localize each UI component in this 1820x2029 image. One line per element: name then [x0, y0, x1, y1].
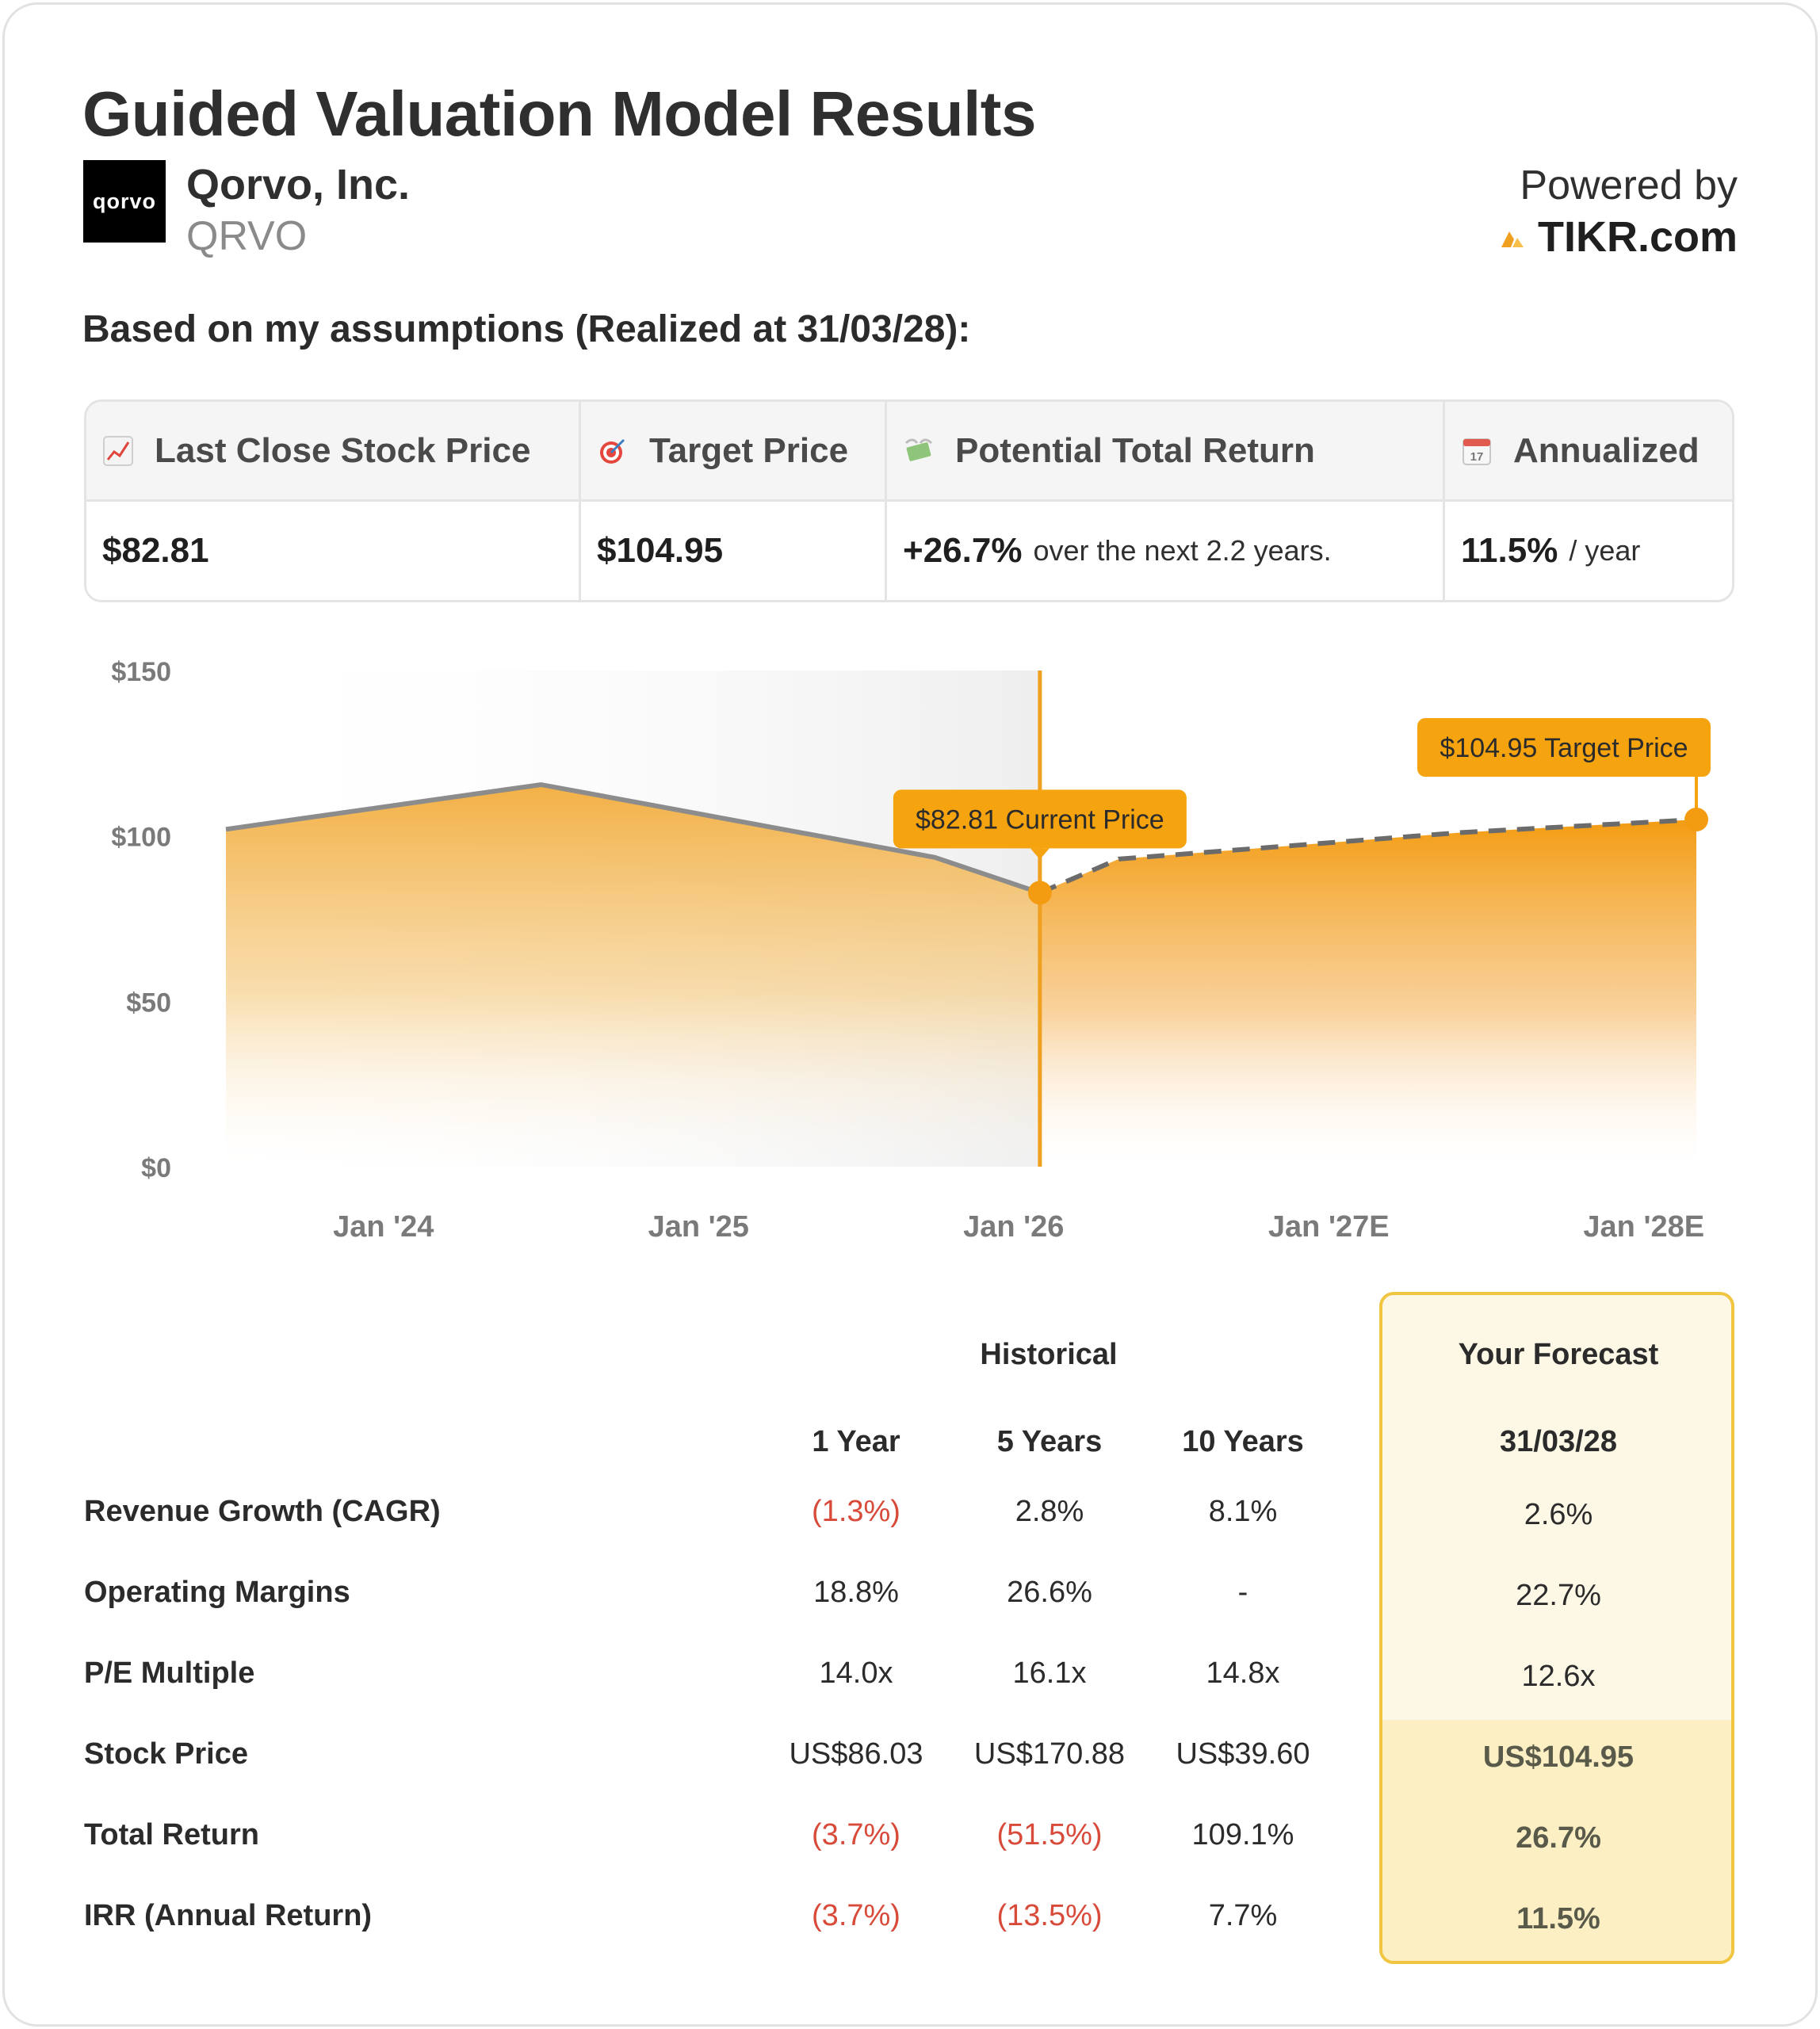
forecast-column [1379, 1292, 1734, 1964]
row-label-stock-price: Stock Price [84, 1737, 248, 1771]
historical-group-label: Historical [980, 1338, 1118, 1371]
col-forecast-date: 31/03/28 [1500, 1425, 1617, 1458]
summary-header-row [86, 402, 1732, 502]
svg-text:17: 17 [1470, 449, 1484, 464]
x-tick-label: Jan '25 [648, 1210, 749, 1244]
col-5-years: 5 Years [996, 1425, 1103, 1458]
current-price-marker [1028, 881, 1052, 904]
cell-total-return-1-year: (3.7%) [812, 1818, 900, 1851]
chart-up-icon [102, 435, 134, 467]
potential-total-return: +26.7% over the next 2.2 years. [887, 502, 1445, 600]
last-close-price: $82.81 [86, 502, 581, 600]
summary-header-annualized: 17 Annualized [1445, 402, 1732, 499]
summary-header-total-return: Potential Total Return [887, 402, 1445, 499]
cell-operating-margins-forecast: 22.7% [1516, 1579, 1601, 1612]
tikr-logo-icon [1498, 225, 1527, 249]
col-10-years: 10 Years [1182, 1425, 1304, 1458]
calendar-icon [1461, 435, 1493, 467]
cell-revenue-growth-cagr-1-year: (1.3%) [812, 1495, 900, 1528]
company-name: Qorvo, Inc. [186, 161, 411, 208]
cell-irr-annual-return-10-years: 7.7% [1208, 1899, 1278, 1932]
cell-total-return-forecast: 26.7% [1516, 1821, 1601, 1855]
forecast-area [1040, 820, 1696, 1167]
cell-p-e-multiple-1-year: 14.0x [819, 1656, 893, 1690]
cell-stock-price-10-years: US$39.60 [1176, 1737, 1310, 1771]
cell-irr-annual-return-1-year: (3.7%) [812, 1899, 900, 1932]
y-tick-label: $100 [111, 822, 171, 853]
cell-stock-price-forecast: US$104.95 [1482, 1741, 1635, 1774]
ticker-symbol: QRVO [186, 213, 308, 259]
current-price-label: $82.81 Current Price [916, 804, 1164, 835]
cell-operating-margins-1-year: 18.8% [813, 1576, 899, 1609]
cell-irr-annual-return-5-years: (13.5%) [996, 1899, 1103, 1932]
powered-by-label: Powered by [1520, 162, 1738, 208]
summary-header-last-close: Last Close Stock Price [86, 402, 581, 499]
cell-operating-margins-10-years: - [1237, 1576, 1248, 1609]
y-tick-label: $150 [111, 657, 171, 687]
x-tick-label: Jan '24 [333, 1210, 434, 1244]
x-tick-label: Jan '27E [1268, 1210, 1390, 1244]
row-label-operating-margins: Operating Margins [84, 1576, 350, 1609]
row-label-total-return: Total Return [84, 1818, 259, 1851]
col-1-year: 1 Year [812, 1425, 900, 1458]
row-label-irr-annual-return: IRR (Annual Return) [84, 1899, 373, 1932]
forecast-group-label: Your Forecast [1458, 1338, 1659, 1371]
target-price-marker [1684, 808, 1708, 831]
cell-revenue-growth-cagr-forecast: 2.6% [1524, 1498, 1593, 1531]
cell-stock-price-5-years: US$170.88 [973, 1737, 1126, 1771]
company-logo: qorvo [83, 160, 166, 243]
summary-header-target: Target Price [581, 402, 887, 499]
cell-operating-margins-5-years: 26.6% [1007, 1576, 1092, 1609]
target-icon [597, 435, 629, 467]
summary-table [84, 399, 1734, 602]
assumptions-subtitle: Based on my assumptions (Realized at 31/03/28): [82, 308, 971, 350]
cell-stock-price-1-year: US$86.03 [789, 1737, 923, 1771]
tikr-brand[interactable] [1498, 212, 1738, 262]
target-price-label: $104.95 Target Price [1440, 733, 1688, 764]
cell-p-e-multiple-5-years: 16.1x [1012, 1656, 1087, 1690]
cell-revenue-growth-cagr-10-years: 8.1% [1208, 1495, 1278, 1528]
cell-p-e-multiple-forecast: 12.6x [1521, 1660, 1596, 1693]
cell-p-e-multiple-10-years: 14.8x [1206, 1656, 1280, 1690]
x-tick-label: Jan '28E [1583, 1210, 1705, 1244]
summary-values-row [86, 502, 1732, 600]
cell-total-return-10-years: 109.1% [1191, 1818, 1294, 1851]
y-tick-label: $0 [141, 1153, 171, 1183]
row-label-p-e-multiple: P/E Multiple [84, 1656, 255, 1690]
price-chart [0, 634, 1820, 1268]
row-label-revenue-growth-cagr: Revenue Growth (CAGR) [84, 1495, 441, 1528]
y-tick-label: $50 [126, 988, 171, 1018]
page-title: Guided Valuation Model Results [82, 78, 1036, 149]
money-wings-icon [903, 435, 935, 467]
cell-revenue-growth-cagr-5-years: 2.8% [1015, 1495, 1084, 1528]
annualized-return: 11.5% / year [1461, 531, 1641, 570]
cell-irr-annual-return-forecast: 11.5% [1516, 1902, 1600, 1935]
target-price: $104.95 [581, 502, 887, 600]
x-tick-label: Jan '26 [963, 1210, 1065, 1244]
cell-total-return-5-years: (51.5%) [996, 1818, 1103, 1851]
tikr-brand-text: TIKR.com [1537, 213, 1738, 261]
